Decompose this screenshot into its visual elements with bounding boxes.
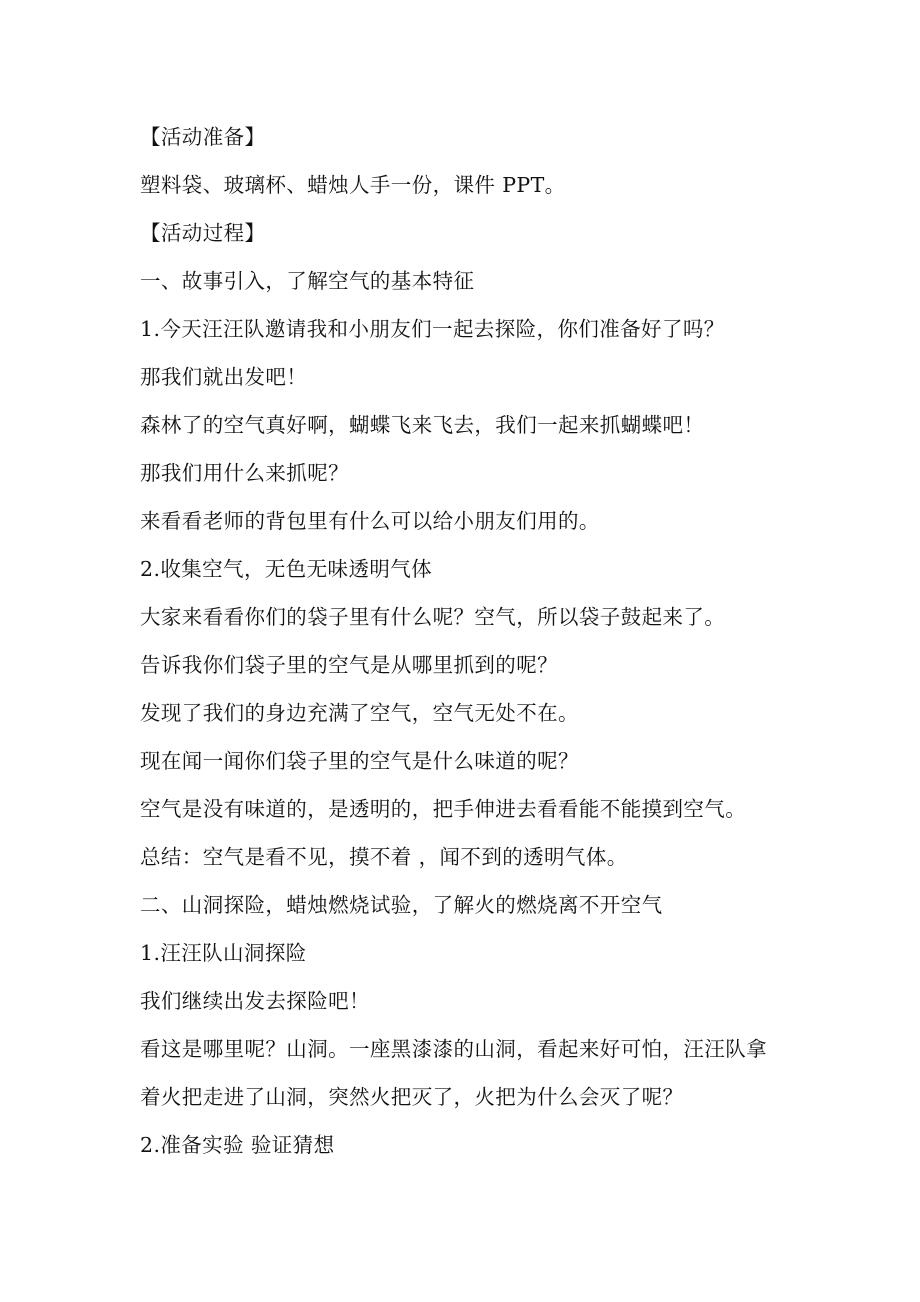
paragraph: 2.收集空气，无色无味透明气体 (140, 557, 433, 581)
part-heading: 二、山洞探险，蜡烛燃烧试验，了解火的燃烧离不开空气 (140, 893, 663, 917)
paragraph: 发现了我们的身边充满了空气，空气无处不在。 (140, 701, 579, 725)
paragraph: 那我们就出发吧！ (140, 365, 308, 389)
paragraph: 来看看老师的背包里有什么可以给小朋友们用的。 (140, 509, 600, 533)
paragraph: 那我们用什么来抓呢？ (140, 461, 349, 485)
paragraph: 森林了的空气真好啊，蝴蝶飞来飞去，我们一起来抓蝴蝶吧！ (140, 413, 705, 437)
paragraph: 1.汪汪队山洞探险 (140, 941, 307, 965)
paragraph: 1.今天汪汪队邀请我和小朋友们一起去探险，你们准备好了吗？ (140, 317, 725, 341)
summary-paragraph: 总结：空气是看不见，摸不着 ，闻不到的透明气体。 (140, 845, 628, 869)
part-heading: 一、故事引入，了解空气的基本特征 (140, 269, 475, 293)
paragraph: 我们继续出发去探险吧！ (140, 989, 370, 1013)
paragraph: 空气是没有味道的，是透明的，把手伸进去看看能不能摸到空气。 (140, 797, 747, 821)
paragraph: 塑料袋、玻璃杯、蜡烛人手一份，课件 PPT。 (140, 173, 566, 197)
paragraph: 2.准备实验 验证猜想 (140, 1133, 335, 1157)
paragraph: 现在闻一闻你们袋子里的空气是什么味道的呢？ (140, 749, 579, 773)
paragraph: 着火把走进了山洞，突然火把灭了，火把为什么会灭了呢？ (140, 1085, 684, 1109)
paragraph: 告诉我你们袋子里的空气是从哪里抓到的呢？ (140, 653, 558, 677)
paragraph: 大家来看看你们的袋子里有什么呢？空气，所以袋子鼓起来了。 (140, 605, 726, 629)
section-heading-process: 【活动过程】 (140, 221, 266, 245)
document-body (140, 118, 800, 1174)
paragraph: 看这是哪里呢？山洞。一座黑漆漆的山洞，看起来好可怕，汪汪队拿 (140, 1037, 767, 1061)
section-heading-preparation: 【活动准备】 (140, 125, 266, 149)
